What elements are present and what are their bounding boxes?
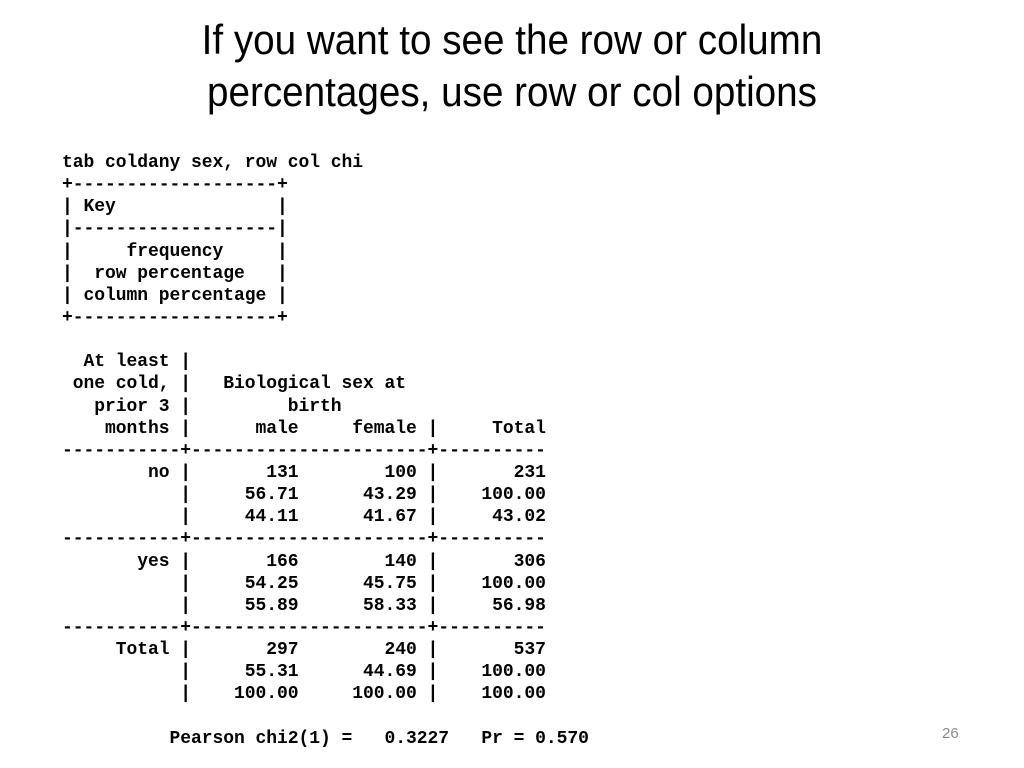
table-row-yes-col-pct: | 55.89 58.33 | 56.98 — [62, 595, 546, 616]
key-border-bottom: +-------------------+ — [62, 307, 288, 328]
table-row-no-col-pct: | 44.11 41.67 | 43.02 — [62, 507, 546, 528]
command-line: tab coldany sex, row col chi — [62, 153, 364, 173]
slide-title-line-1: If you want to see the row or column — [201, 16, 823, 63]
table-row-yes-row-pct: | 54.25 45.75 | 100.00 — [62, 573, 546, 594]
table-row-total-row-pct: | 55.31 44.69 | 100.00 — [62, 662, 546, 683]
blank-line — [62, 329, 589, 351]
table-row-no-row-pct: | 56.71 43.29 | 100.00 — [62, 485, 546, 506]
pearson-chi2-result: Pearson chi2(1) = 0.3227 Pr = 0.570 — [62, 728, 589, 749]
table-separator: -----------+----------------------+---------- — [62, 529, 546, 550]
table-row-total-col-pct: | 100.00 100.00 | 100.00 — [62, 684, 546, 705]
key-frequency: | frequency | — [62, 241, 288, 262]
slide-title — [0, 14, 1024, 118]
stata-output-block — [62, 152, 589, 750]
blank-line — [62, 706, 589, 728]
table-separator: -----------+----------------------+---------- — [62, 440, 546, 461]
key-header: | Key | — [62, 197, 288, 218]
key-border-top: +-------------------+ — [62, 175, 288, 196]
key-column-percentage: | column percentage | — [62, 285, 288, 306]
page-number: 26 — [942, 725, 959, 742]
table-header-line-2: one cold, | Biological sex at — [62, 374, 407, 395]
key-row-percentage: | row percentage | — [62, 263, 288, 284]
table-header-line-1: At least | — [62, 352, 192, 373]
table-header-line-3: prior 3 | birth — [62, 396, 342, 417]
table-column-headers: months | male female | Total — [62, 418, 546, 439]
slide-title-line-2: percentages, use row or col options — [206, 68, 817, 115]
table-separator: -----------+----------------------+---------- — [62, 617, 546, 638]
table-row-total-frequency: Total | 297 240 | 537 — [62, 640, 546, 661]
table-row-no-frequency: no | 131 100 | 231 — [62, 462, 546, 483]
table-row-yes-frequency: yes | 166 140 | 306 — [62, 551, 546, 572]
key-divider: |-------------------| — [62, 219, 288, 240]
